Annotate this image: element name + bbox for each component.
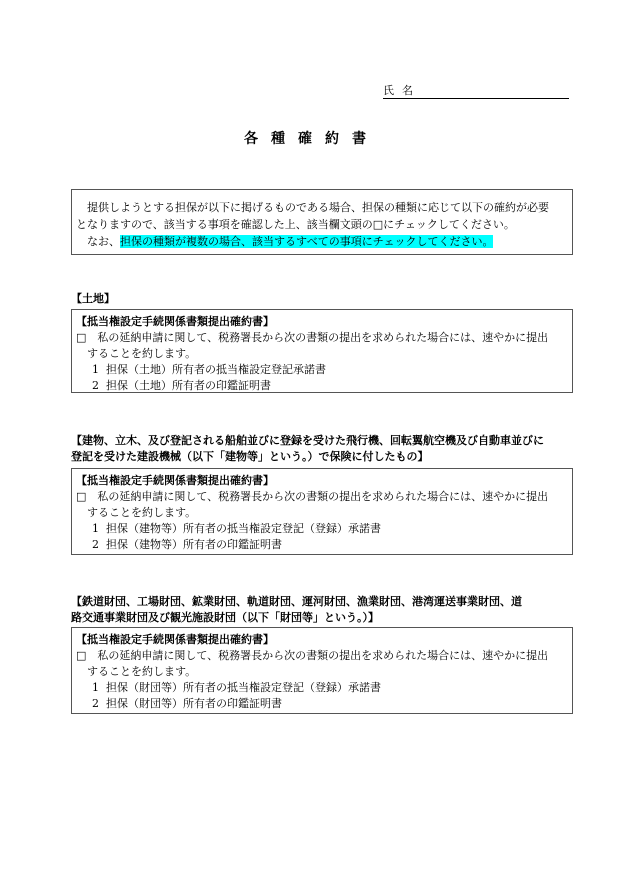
name-field[interactable] xyxy=(383,84,569,99)
item-text: 担保（財団等）所有者の印鑑証明書 xyxy=(106,697,282,710)
intro-box xyxy=(71,189,573,255)
section-title-line: 登記を受けた建設機械（以下「建物等」という。）で保険に付したもの】 xyxy=(71,450,429,463)
section-box-foundations xyxy=(71,627,573,714)
list-item xyxy=(76,680,572,696)
statement-text: 私の延納申請に関して、税務署長から次の書類の提出を求められた場合には、速やかに提出 xyxy=(97,331,549,344)
section-subheading: 【抵当権設定手続関係書類提出確約書】 xyxy=(76,474,274,487)
checkbox[interactable]: □ xyxy=(76,490,87,503)
statement-text: 私の延納申請に関して、税務署長から次の書類の提出を求められた場合には、速やかに提出 xyxy=(97,649,549,662)
section-subheading: 【抵当権設定手続関係書類提出確約書】 xyxy=(76,315,274,328)
item-text: 担保（建物等）所有者の印鑑証明書 xyxy=(106,538,282,551)
section-title-land xyxy=(71,291,115,307)
list-item xyxy=(76,537,572,553)
statement-line-2: することを約します。 xyxy=(87,347,197,360)
item-text: 担保（土地）所有者の抵当権設定登記承諾書 xyxy=(106,363,326,376)
intro-line-3 xyxy=(76,233,568,250)
section-box-buildings xyxy=(71,468,573,555)
section-subheading: 【抵当権設定手続関係書類提出確約書】 xyxy=(76,633,274,646)
item-number: 2 xyxy=(92,538,99,551)
list-item xyxy=(76,521,572,537)
item-number: 1 xyxy=(92,363,99,376)
section-title-line: 【土地】 xyxy=(71,292,115,305)
item-number: 1 xyxy=(92,681,99,694)
intro-highlight: 担保の種類が複数の場合、該当するすべての事項にチェックしてください。 xyxy=(120,235,494,248)
intro-note-prefix: なお、 xyxy=(87,235,120,248)
section-title-line: 路交通事業財団及び観光施設財団（以下「財団等」という。）】 xyxy=(71,611,379,624)
name-label: 氏名 xyxy=(383,84,421,97)
item-number: 2 xyxy=(92,379,99,392)
statement-line-2: することを約します。 xyxy=(87,506,197,519)
list-item xyxy=(76,378,572,394)
section-title-buildings xyxy=(71,433,544,465)
intro-line-2: となりますので、該当する事項を確認した上、該当欄文頭の□にチェックしてください。 xyxy=(76,218,515,231)
statement-line xyxy=(76,330,572,346)
item-text: 担保（財団等）所有者の抵当権設定登記（登録）承諾書 xyxy=(106,681,381,694)
item-number: 2 xyxy=(92,697,99,710)
item-number: 1 xyxy=(92,522,99,535)
item-text: 担保（建物等）所有者の抵当権設定登記（登録）承諾書 xyxy=(106,522,381,535)
statement-text: 私の延納申請に関して、税務署長から次の書類の提出を求められた場合には、速やかに提出 xyxy=(97,490,549,503)
statement-line-2: することを約します。 xyxy=(87,665,197,678)
item-text: 担保（土地）所有者の印鑑証明書 xyxy=(106,379,271,392)
statement-line xyxy=(76,489,572,505)
statement-line xyxy=(76,648,572,664)
checkbox[interactable]: □ xyxy=(76,331,87,344)
page-title: 各種確約書 xyxy=(244,131,379,147)
section-box-land xyxy=(71,309,573,393)
section-title-foundations xyxy=(71,594,522,626)
section-title-line: 【鉄道財団、工場財団、鉱業財団、軌道財団、運河財団、漁業財団、港湾運送事業財団、道 xyxy=(71,595,522,608)
list-item xyxy=(76,362,572,378)
checkbox[interactable]: □ xyxy=(76,649,87,662)
list-item xyxy=(76,696,572,712)
section-title-line: 【建物、立木、及び登記される船舶並びに登録を受けた飛行機、回転翼航空機及び自動車並びに xyxy=(71,434,544,447)
intro-line-1: 提供しようとする担保が以下に掲げるものである場合、担保の種類に応じて以下の確約が必要 xyxy=(87,201,549,214)
